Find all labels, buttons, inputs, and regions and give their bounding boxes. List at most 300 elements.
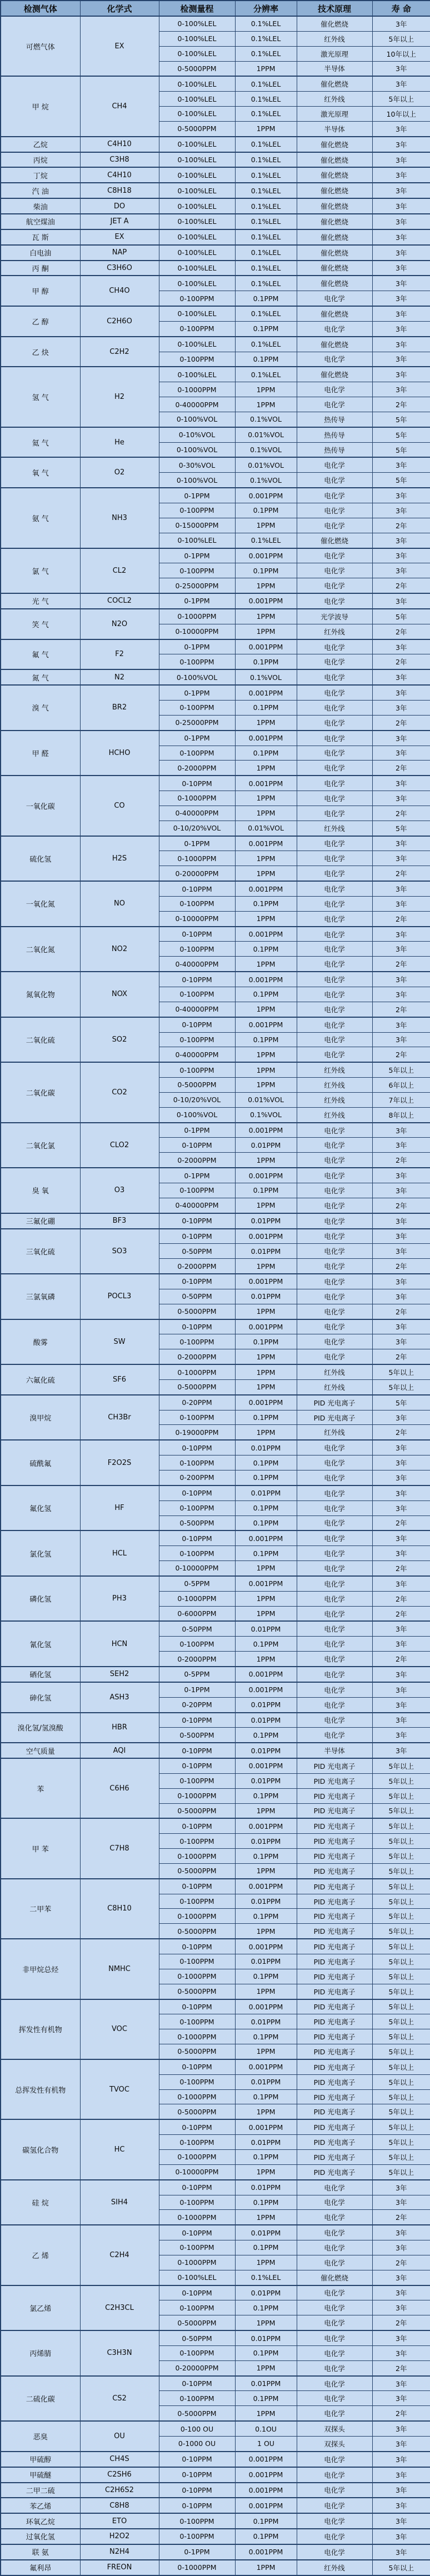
resolution-cell: 0.1PPM	[235, 321, 297, 336]
principle-cell: 电化学	[297, 2406, 372, 2421]
range-cell: 0-100%LEL	[159, 76, 235, 91]
table-row	[1, 2421, 430, 2436]
gas-name-cell: 二硫化碳	[1, 2376, 80, 2422]
lifespan-cell: 2年	[372, 957, 430, 972]
range-cell: 0-1000PPM	[159, 1849, 235, 1864]
range-cell: 0-1PPM	[159, 593, 235, 609]
range-cell: 0-5000PPM	[159, 1379, 235, 1394]
resolution-cell: 0.1PPM	[235, 2513, 297, 2529]
resolution-cell: 0.1%LEL	[235, 367, 297, 382]
range-cell: 0-1PPM	[159, 1168, 235, 1183]
resolution-cell: 0.1PPM	[235, 1515, 297, 1530]
principle-cell: PID 光电离子	[297, 1834, 372, 1849]
range-cell: 0-10PPM	[159, 1999, 235, 2014]
range-cell: 0-100PPM	[159, 1455, 235, 1470]
principle-cell: 电化学	[297, 503, 372, 518]
range-cell: 0-1PPM	[159, 731, 235, 746]
resolution-cell: 0.001PPM	[235, 881, 297, 896]
chemical-formula-cell: COCL2	[80, 593, 159, 609]
principle-cell: 电化学	[297, 1697, 372, 1712]
principle-cell: 电化学	[297, 639, 372, 654]
gas-name-cell: 氨 气	[1, 488, 80, 548]
lifespan-cell: 3年	[372, 2452, 430, 2467]
range-cell: 0-100%VOL	[159, 473, 235, 488]
range-cell: 0-100PPM	[159, 1500, 235, 1515]
range-cell: 0-10PPM	[159, 2498, 235, 2513]
range-cell: 0-100PPM	[159, 1410, 235, 1425]
lifespan-cell: 3年	[372, 791, 430, 806]
principle-cell: 电化学	[297, 746, 372, 761]
principle-cell: PID 光电离子	[297, 1984, 372, 1999]
resolution-cell: 0.1%LEL	[235, 229, 297, 245]
principle-cell: 电化学	[297, 2300, 372, 2315]
table-row	[1, 2529, 430, 2544]
resolution-cell: 0.1%VOL	[235, 1107, 297, 1122]
chemical-formula-cell: C2H3CL	[80, 2285, 159, 2331]
range-cell: 0-10PPM	[159, 1879, 235, 1894]
lifespan-cell: 3年	[372, 291, 430, 306]
principle-cell: PID 光电离子	[297, 1410, 372, 1425]
gas-name-cell: 一氧化氮	[1, 881, 80, 927]
resolution-cell: 0.001PPM	[235, 972, 297, 987]
range-cell: 0-10PPM	[159, 1319, 235, 1334]
range-cell: 0-2000PPM	[159, 761, 235, 776]
chemical-formula-cell: C8H18	[80, 183, 159, 198]
resolution-cell: 0.001PPM	[235, 1017, 297, 1032]
principle-cell: 电化学	[297, 2376, 372, 2391]
chemical-formula-cell: NAP	[80, 245, 159, 261]
range-cell: 0-100 OU	[159, 2421, 235, 2436]
principle-cell: 红外线	[297, 1379, 372, 1394]
resolution-cell: 0.001PPM	[235, 1576, 297, 1591]
resolution-cell: 1PPM	[235, 578, 297, 593]
resolution-cell: 1PPM	[235, 851, 297, 866]
resolution-cell: 0.001PPM	[235, 1999, 297, 2014]
principle-cell: PID 光电离子	[297, 2059, 372, 2074]
range-cell: 0-5000PPM	[159, 2315, 235, 2330]
principle-cell: 电化学	[297, 881, 372, 896]
resolution-cell: 0.1%LEL	[235, 337, 297, 352]
principle-cell: PID 光电离子	[297, 2014, 372, 2029]
principle-cell: 电化学	[297, 1244, 372, 1259]
range-cell: 0-40000PPM	[159, 1002, 235, 1017]
lifespan-cell: 5年	[372, 609, 430, 624]
lifespan-cell: 3年	[372, 1440, 430, 1455]
resolution-cell: 0.1%LEL	[235, 16, 297, 31]
gas-name-cell: 氰化氢	[1, 1621, 80, 1667]
range-cell: 0-5000PPM	[159, 1924, 235, 1939]
lifespan-cell: 3年	[372, 1319, 430, 1334]
principle-cell: 电化学	[297, 2345, 372, 2360]
table-row	[1, 1879, 430, 1894]
lifespan-cell: 2年	[372, 761, 430, 776]
lifespan-cell: 2年	[372, 1304, 430, 1319]
table-row	[1, 488, 430, 503]
range-cell: 0-2000PPM	[159, 1349, 235, 1364]
range-cell: 0-100PPM	[159, 291, 235, 306]
resolution-cell: 0.001PPM	[235, 1939, 297, 1954]
resolution-cell: 1PPM	[235, 1863, 297, 1878]
chemical-formula-cell: H2	[80, 367, 159, 427]
gas-name-cell: 丙烯腈	[1, 2330, 80, 2376]
lifespan-cell: 3年	[372, 927, 430, 942]
lifespan-cell: 3年	[372, 776, 430, 791]
chemical-formula-cell: CO2	[80, 1062, 159, 1122]
range-cell: 0-50PPM	[159, 2330, 235, 2345]
range-cell: 0-100PPM	[159, 700, 235, 715]
range-cell: 0-10PPM	[159, 2452, 235, 2467]
lifespan-cell: 3年	[372, 1244, 430, 1259]
col-header-resolution: 分辨率	[235, 1, 297, 16]
range-cell: 0-1000PPM	[159, 1909, 235, 1924]
resolution-cell: 0.001PPM	[235, 593, 297, 609]
chemical-formula-cell: TVOC	[80, 2059, 159, 2119]
principle-cell: 催化燃烧	[297, 214, 372, 229]
lifespan-cell: 2年	[372, 397, 430, 412]
principle-cell: 电化学	[297, 866, 372, 881]
principle-cell: PID 光电离子	[297, 1758, 372, 1773]
resolution-cell: 0.01%VOL	[235, 427, 297, 442]
lifespan-cell: 5年以上	[372, 1909, 430, 1924]
range-cell: 0-100PPM	[159, 1032, 235, 1047]
resolution-cell: 0.01PPM	[235, 1713, 297, 1728]
principle-cell: 电化学	[297, 2255, 372, 2270]
table-row	[1, 2498, 430, 2513]
resolution-cell: 0.1%LEL	[235, 107, 297, 122]
lifespan-cell: 5年	[372, 427, 430, 442]
resolution-cell: 0.01PPM	[235, 2285, 297, 2300]
table-row	[1, 198, 430, 214]
principle-cell: 电化学	[297, 2467, 372, 2483]
chemical-formula-cell: C8H8	[80, 2498, 159, 2513]
lifespan-cell: 5年以上	[372, 2149, 430, 2164]
resolution-cell: 0.1PPM	[235, 1334, 297, 1349]
chemical-formula-cell: H2O2	[80, 2529, 159, 2544]
principle-cell: PID 光电离子	[297, 1924, 372, 1939]
lifespan-cell: 2年	[372, 1425, 430, 1440]
range-cell: 0-100%LEL	[159, 229, 235, 245]
gas-name-cell: 酸雾	[1, 1319, 80, 1365]
range-cell: 0-1000PPM	[159, 2029, 235, 2044]
lifespan-cell: 3年	[372, 2421, 430, 2436]
resolution-cell: 1PPM	[235, 761, 297, 776]
range-cell: 0-5000PPM	[159, 2406, 235, 2421]
resolution-cell: 0.1%LEL	[235, 306, 297, 321]
lifespan-cell: 5年以上	[372, 2089, 430, 2104]
table-row	[1, 229, 430, 245]
chemical-formula-cell: CLO2	[80, 1123, 159, 1168]
principle-cell: 电化学	[297, 836, 372, 851]
range-cell: 0-10PPM	[159, 2059, 235, 2074]
gas-name-cell: 柴油	[1, 198, 80, 214]
lifespan-cell: 3年	[372, 214, 430, 229]
principle-cell: 催化燃烧	[297, 2270, 372, 2285]
resolution-cell: 0.01PPM	[235, 2376, 297, 2391]
resolution-cell: 0.001PPM	[235, 731, 297, 746]
lifespan-cell: 3年	[372, 1500, 430, 1515]
chemical-formula-cell: SF6	[80, 1364, 159, 1395]
resolution-cell: 1PPM	[235, 121, 297, 136]
lifespan-cell: 3年	[372, 2285, 430, 2300]
chemical-formula-cell: EX	[80, 16, 159, 76]
table-row	[1, 1939, 430, 1954]
resolution-cell: 0.001PPM	[235, 836, 297, 851]
resolution-cell: 0.1PPM	[235, 503, 297, 518]
chemical-formula-cell: HBR	[80, 1713, 159, 1743]
principle-cell: 电化学	[297, 563, 372, 578]
principle-cell: 电化学	[297, 791, 372, 806]
table-row	[1, 2467, 430, 2483]
gas-name-cell: 甲 醇	[1, 276, 80, 306]
principle-cell: 红外线	[297, 1364, 372, 1379]
principle-cell: 电化学	[297, 731, 372, 746]
chemical-formula-cell: NOX	[80, 972, 159, 1017]
principle-cell: 电化学	[297, 548, 372, 563]
lifespan-cell: 3年	[372, 1743, 430, 1758]
range-cell: 0-100%LEL	[159, 107, 235, 122]
lifespan-cell: 5年	[372, 412, 430, 427]
resolution-cell: 0.1%LEL	[235, 76, 297, 91]
range-cell: 0-100%VOL	[159, 442, 235, 457]
resolution-cell: 0.1PPM	[235, 2089, 297, 2104]
table-row	[1, 76, 430, 91]
range-cell: 0-40000PPM	[159, 397, 235, 412]
resolution-cell: 0.1PPM	[235, 2529, 297, 2544]
lifespan-cell: 3年	[372, 1667, 430, 1682]
table-row	[1, 1576, 430, 1591]
range-cell: 0-10PPM	[159, 2467, 235, 2483]
lifespan-cell: 3年	[372, 261, 430, 276]
principle-cell: 电化学	[297, 1606, 372, 1621]
gas-name-cell: 空气质量	[1, 1743, 80, 1758]
resolution-cell: 0.01%VOL	[235, 821, 297, 836]
table-row	[1, 276, 430, 291]
range-cell: 0-40000PPM	[159, 1047, 235, 1062]
principle-cell: 催化燃烧	[297, 337, 372, 352]
resolution-cell: 1PPM	[235, 806, 297, 821]
principle-cell: 双探头	[297, 2437, 372, 2452]
principle-cell: PID 光电离子	[297, 1969, 372, 1984]
lifespan-cell: 2年	[372, 1349, 430, 1364]
chemical-formula-cell: CH4O	[80, 276, 159, 306]
lifespan-cell: 5年以上	[372, 1788, 430, 1803]
resolution-cell: 0.1%LEL	[235, 261, 297, 276]
resolution-cell: 0.01PPM	[235, 2014, 297, 2029]
lifespan-cell: 2年	[372, 1515, 430, 1530]
principle-cell: 激光原理	[297, 46, 372, 61]
range-cell: 0-100%LEL	[159, 261, 235, 276]
range-cell: 0-10000PPM	[159, 2164, 235, 2179]
gas-name-cell: 溴 气	[1, 685, 80, 731]
table-row	[1, 1999, 430, 2014]
lifespan-cell: 3年	[372, 183, 430, 198]
principle-cell: 电化学	[297, 1728, 372, 1743]
range-cell: 0-100%LEL	[159, 16, 235, 31]
lifespan-cell: 3年	[372, 1017, 430, 1032]
resolution-cell: 0.001PPM	[235, 2452, 297, 2467]
resolution-cell: 1PPM	[235, 2406, 297, 2421]
principle-cell: PID 光电离子	[297, 1879, 372, 1894]
principle-cell: 电化学	[297, 1440, 372, 1455]
resolution-cell: 0.001PPM	[235, 2483, 297, 2498]
table-row	[1, 639, 430, 654]
gas-name-cell: 苯乙烯	[1, 2498, 80, 2513]
range-cell: 0-1PPM	[159, 1682, 235, 1697]
resolution-cell: 0.1%VOL	[235, 442, 297, 457]
principle-cell: 电化学	[297, 2225, 372, 2240]
principle-cell: 电化学	[297, 1047, 372, 1062]
lifespan-cell: 10年以上	[372, 107, 430, 122]
lifespan-cell: 2年	[372, 1591, 430, 1606]
resolution-cell: 1PPM	[235, 1984, 297, 1999]
lifespan-cell: 3年	[372, 533, 430, 548]
lifespan-cell: 3年	[372, 276, 430, 291]
range-cell: 0-5000PPM	[159, 2104, 235, 2119]
lifespan-cell: 3年	[372, 2300, 430, 2315]
lifespan-cell: 3年	[372, 2195, 430, 2210]
principle-cell: 红外线	[297, 1425, 372, 1440]
principle-cell: 电化学	[297, 2483, 372, 2498]
principle-cell: 电化学	[297, 1017, 372, 1032]
gas-name-cell: 汽 油	[1, 183, 80, 198]
lifespan-cell: 3年	[372, 639, 430, 654]
range-cell: 0-100%LEL	[159, 31, 235, 46]
principle-cell: 电化学	[297, 2498, 372, 2513]
gas-name-cell: 硫化氢	[1, 836, 80, 882]
chemical-formula-cell: HC	[80, 2119, 159, 2179]
lifespan-cell: 2年	[372, 2315, 430, 2330]
gas-name-cell: 三氯氧磷	[1, 1274, 80, 1319]
resolution-cell: 0.1%LEL	[235, 276, 297, 291]
gas-name-cell: 甲 苯	[1, 1818, 80, 1878]
resolution-cell: 1PPM	[235, 1078, 297, 1093]
range-cell: 0-6000PPM	[159, 1606, 235, 1621]
chemical-formula-cell: JET A	[80, 214, 159, 229]
chemical-formula-cell: He	[80, 427, 159, 458]
header-row	[1, 1, 430, 16]
lifespan-cell: 5年以上	[372, 1849, 430, 1864]
range-cell: 0-100%LEL	[159, 214, 235, 229]
lifespan-cell: 5年以上	[372, 2164, 430, 2179]
lifespan-cell: 3年	[372, 137, 430, 152]
principle-cell: 电化学	[297, 911, 372, 926]
table-row	[1, 1667, 430, 1682]
principle-cell: 电化学	[297, 1682, 372, 1697]
principle-cell: 电化学	[297, 1138, 372, 1153]
gas-name-cell: 一氧化碳	[1, 776, 80, 836]
lifespan-cell: 3年	[372, 2513, 430, 2529]
range-cell: 0-19000PPM	[159, 1425, 235, 1440]
lifespan-cell: 5年以上	[372, 1969, 430, 1984]
lifespan-cell: 5年以上	[372, 2135, 430, 2150]
principle-cell: PID 光电离子	[297, 2104, 372, 2119]
chemical-formula-cell: NO2	[80, 927, 159, 972]
lifespan-cell: 7年以上	[372, 1092, 430, 1107]
table-row	[1, 2560, 430, 2575]
range-cell: 0-25000PPM	[159, 715, 235, 730]
lifespan-cell: 3年	[372, 503, 430, 518]
chemical-formula-cell: HCL	[80, 1530, 159, 1576]
range-cell: 0-1PPM	[159, 685, 235, 700]
resolution-cell: 0.01PPM	[235, 2330, 297, 2345]
resolution-cell: 0.01PPM	[235, 1485, 297, 1500]
principle-cell: 电化学	[297, 1621, 372, 1636]
resolution-cell: 1PPM	[235, 1591, 297, 1606]
range-cell: 0-10PPM	[159, 1530, 235, 1545]
range-cell: 0-10PPM	[159, 927, 235, 942]
lifespan-cell: 3年	[372, 2529, 430, 2544]
lifespan-cell: 3年	[372, 2225, 430, 2240]
gas-name-cell: 二氧化氮	[1, 927, 80, 972]
lifespan-cell: 3年	[372, 1455, 430, 1470]
resolution-cell: 0.01PPM	[235, 1213, 297, 1229]
resolution-cell: 0.001PPM	[235, 685, 297, 700]
chemical-formula-cell: BF3	[80, 1213, 159, 1229]
range-cell: 0-100%LEL	[159, 337, 235, 352]
range-cell: 0-100PPM	[159, 1183, 235, 1198]
principle-cell: PID 光电离子	[297, 2074, 372, 2089]
range-cell: 0-1000PPM	[159, 1788, 235, 1803]
table-row	[1, 2119, 430, 2134]
table-row	[1, 1213, 430, 1229]
range-cell: 0-100PPM	[159, 2513, 235, 2529]
resolution-cell: 0.01PPM	[235, 1697, 297, 1712]
lifespan-cell: 5年以上	[372, 1863, 430, 1878]
table-row	[1, 1743, 430, 1758]
lifespan-cell: 5年以上	[372, 2560, 430, 2575]
range-cell: 0-5000PPM	[159, 1984, 235, 1999]
range-cell: 0-2000PPM	[159, 1652, 235, 1667]
principle-cell: 热传导	[297, 442, 372, 457]
gas-name-cell: 氮氧化物	[1, 972, 80, 1017]
resolution-cell: 1PPM	[235, 1002, 297, 1017]
table-row	[1, 1168, 430, 1183]
lifespan-cell: 5年以上	[372, 92, 430, 107]
principle-cell: 电化学	[297, 1274, 372, 1289]
resolution-cell: 0.01PPM	[235, 1138, 297, 1153]
lifespan-cell: 5年以上	[372, 1758, 430, 1773]
chemical-formula-cell: HF	[80, 1485, 159, 1531]
chemical-formula-cell: VOC	[80, 1999, 159, 2059]
principle-cell: 催化燃烧	[297, 229, 372, 245]
resolution-cell: 1PPM	[235, 2560, 297, 2575]
lifespan-cell: 2年	[372, 518, 430, 533]
lifespan-cell: 3年	[372, 1621, 430, 1636]
resolution-cell: 1PPM	[235, 1047, 297, 1062]
lifespan-cell: 5年以上	[372, 2104, 430, 2119]
chemical-formula-cell: CH3Br	[80, 1395, 159, 1440]
range-cell: 0-100PPM	[159, 2300, 235, 2315]
lifespan-cell: 5年	[372, 821, 430, 836]
range-cell: 0-100PPM	[159, 352, 235, 367]
lifespan-cell: 3年	[372, 2345, 430, 2360]
resolution-cell: 0.1%LEL	[235, 2270, 297, 2285]
resolution-cell: 0.01PPM	[235, 1621, 297, 1636]
lifespan-cell: 3年	[372, 457, 430, 472]
principle-cell: 电化学	[297, 1637, 372, 1652]
table-row	[1, 1682, 430, 1697]
principle-cell: 催化燃烧	[297, 533, 372, 548]
range-cell: 0-10PPM	[159, 2483, 235, 2498]
range-cell: 0-10PPM	[159, 1440, 235, 1455]
resolution-cell: 0.1PPM	[235, 2345, 297, 2360]
resolution-cell: 1PPM	[235, 1349, 297, 1364]
range-cell: 0-100%LEL	[159, 276, 235, 291]
gas-name-cell: 丁烷	[1, 167, 80, 183]
range-cell: 0-10PPM	[159, 1485, 235, 1500]
resolution-cell: 0.001PPM	[235, 1123, 297, 1138]
table-row	[1, 972, 430, 987]
